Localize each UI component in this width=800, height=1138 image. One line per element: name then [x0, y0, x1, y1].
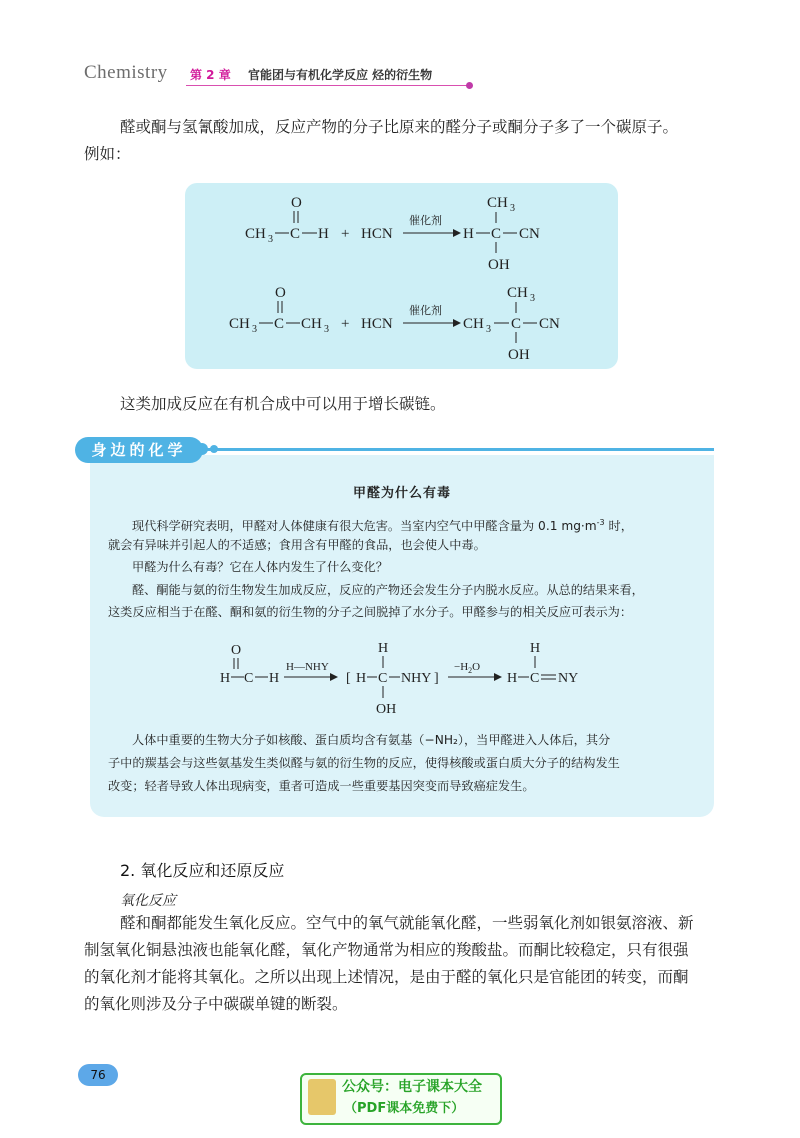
- fx-h4: H: [356, 671, 367, 686]
- r1-prod-c: C: [491, 226, 502, 242]
- header-divider: [186, 85, 468, 86]
- r1-c: C: [290, 226, 301, 242]
- fx-nhy: NHY: [401, 671, 432, 686]
- r2-prod-cn: CN: [539, 316, 560, 332]
- r2-sub-right: 3: [324, 324, 329, 335]
- r2-catalyst: 催化剂: [409, 304, 442, 317]
- fx-c2: C: [378, 671, 388, 686]
- fx-c1: C: [244, 671, 254, 686]
- r1-plus: +: [341, 226, 350, 242]
- fx-h6: H: [507, 671, 518, 686]
- section-heading: 2. 氧化反应和还原反应: [120, 861, 285, 880]
- r1-prod-cn: CN: [519, 226, 540, 242]
- fx-h5: H: [530, 641, 541, 656]
- r2-ch-right: CH: [301, 316, 322, 332]
- watermark-line-1: 公众号：电子课本大全: [342, 1079, 482, 1095]
- sidebar-p2: 甲醛为什么有毒？它在人体内发生了什么变化？: [132, 560, 388, 574]
- r2-prod-oh: OH: [508, 347, 530, 363]
- section-subheading: 氧化反应: [120, 893, 176, 909]
- fx-h2: H: [269, 671, 280, 686]
- fx-reagent: H—NHY: [286, 661, 329, 673]
- r2-prod-ch-top: CH: [507, 285, 528, 301]
- body-line-4: 的氧化则涉及分子中碳碳单键的断裂。: [84, 995, 348, 1013]
- r1-catalyst: 催化剂: [409, 214, 442, 227]
- summary-text: 这类加成反应在有机合成中可以用于增长碳链。: [120, 395, 446, 413]
- watermark-line-2: （PDF课本免费下）: [344, 1101, 465, 1116]
- fx-minus-h2o: $-H_2O$: [454, 661, 481, 675]
- body-line-1: 醛和酮都能发生氧化反应。空气中的氧气就能氧化醛，一些弱氧化剂如银氨溶液、新: [120, 914, 694, 932]
- formaldehyde-reaction: [200, 632, 620, 722]
- body-line-3: 的氧化剂才能将其氧化。之所以出现上述情况，是由于醛的氧化只是官能团的转变，而酮: [84, 968, 689, 986]
- page-number: 76: [78, 1064, 118, 1086]
- reaction-diagrams: [185, 183, 618, 369]
- r1-prod-oh: OH: [488, 257, 510, 273]
- sidebar-badge: 身边的化学: [75, 437, 203, 463]
- r2-oxygen: O: [275, 285, 286, 301]
- r2-hcn: HCN: [361, 316, 393, 332]
- sidebar-p1-line2: 就会有异味并引起人的不适感；食用含有甲醛的食品，也会使人中毒。: [108, 538, 486, 552]
- r1-prod-ch: CH: [487, 195, 508, 211]
- sidebar-p1-sup: -3: [596, 518, 605, 527]
- fx-h1: H: [220, 671, 231, 686]
- fx-ny: NY: [558, 671, 579, 686]
- r2-sub-left: 3: [252, 324, 257, 335]
- r2-prod-c: C: [511, 316, 522, 332]
- fx-c3: C: [530, 671, 540, 686]
- fx-oh: OH: [376, 702, 397, 717]
- chapter-label: 第 2 章: [190, 68, 231, 82]
- body-line-2: 制氢氧化铜悬浊液也能氧化醛，氧化产物通常为相应的羧酸盐。而酮比较稳定，只有很强: [84, 941, 689, 959]
- r2-c: C: [274, 316, 285, 332]
- r2-prod-sub-left: 3: [486, 324, 491, 335]
- r1-prod-h: H: [463, 226, 474, 242]
- r1-ch: CH: [245, 226, 266, 242]
- fx-oxygen: O: [231, 643, 242, 658]
- sidebar-title: 甲醛为什么有毒: [352, 486, 451, 501]
- book-icon: [308, 1079, 336, 1115]
- r2-prod-ch-left: CH: [463, 316, 484, 332]
- chapter-title: 官能团与有机化学反应 烃的衍生物: [248, 68, 433, 82]
- sidebar-p4-line1: 人体中重要的生物大分子如核酸、蛋白质均含有氨基（−NH₂），当甲醛进入人体后，其分: [132, 733, 611, 747]
- fx-h3: H: [378, 641, 389, 656]
- r2-ch-left: CH: [229, 316, 250, 332]
- reaction-1: [245, 195, 540, 273]
- header-dot: [466, 82, 473, 89]
- r2-prod-sub-top: 3: [530, 293, 535, 304]
- fx-left-bracket: [: [346, 671, 351, 686]
- section-bar-line: [200, 448, 714, 451]
- fx-right-bracket: ]: [434, 671, 439, 686]
- sidebar-p1-b: 时，: [604, 519, 633, 534]
- r2-plus: +: [341, 316, 350, 332]
- r1-oxygen: O: [291, 195, 302, 211]
- reaction-box: [185, 183, 618, 369]
- reaction-2: [229, 285, 560, 363]
- subject-title: Chemistry: [84, 62, 168, 83]
- sidebar-p4-line3: 改变；轻者导致人体出现病变，重者可造成一些重要基因突变而导致癌症发生。: [108, 779, 535, 793]
- sidebar-p1-a: 现代科学研究表明，甲醛对人体健康有很大危害。当室内空气中甲醛含量为 0.1 mg·m: [132, 519, 597, 534]
- sidebar-p3-line1: 醛、酮能与氨的衍生物发生加成反应，反应的产物还会发生分子内脱水反应。从总的结果来看，: [132, 583, 644, 597]
- r1-prod-ch3-sub: 3: [510, 203, 515, 214]
- sidebar-p4-line2: 子中的羰基会与这些氨基发生类似醛与氨的衍生物的反应，使得核酸或蛋白质大分子的结构发生: [108, 756, 620, 770]
- sidebar-p3-line2: 这类反应相当于在醛、酮和氨的衍生物的分子之间脱掉了水分子。甲醛参与的相关反应可表示为：: [108, 605, 633, 619]
- intro-line-2: 例如：: [84, 145, 131, 163]
- intro-line-1: 醛或酮与氢氰酸加成，反应产物的分子比原来的醛分子或酮分子多了一个碳原子。: [120, 118, 679, 136]
- r1-hcn: HCN: [361, 226, 393, 242]
- section-bar-dot-small: [210, 445, 218, 453]
- r1-h: H: [318, 226, 329, 242]
- r1-ch3-sub: 3: [268, 234, 273, 245]
